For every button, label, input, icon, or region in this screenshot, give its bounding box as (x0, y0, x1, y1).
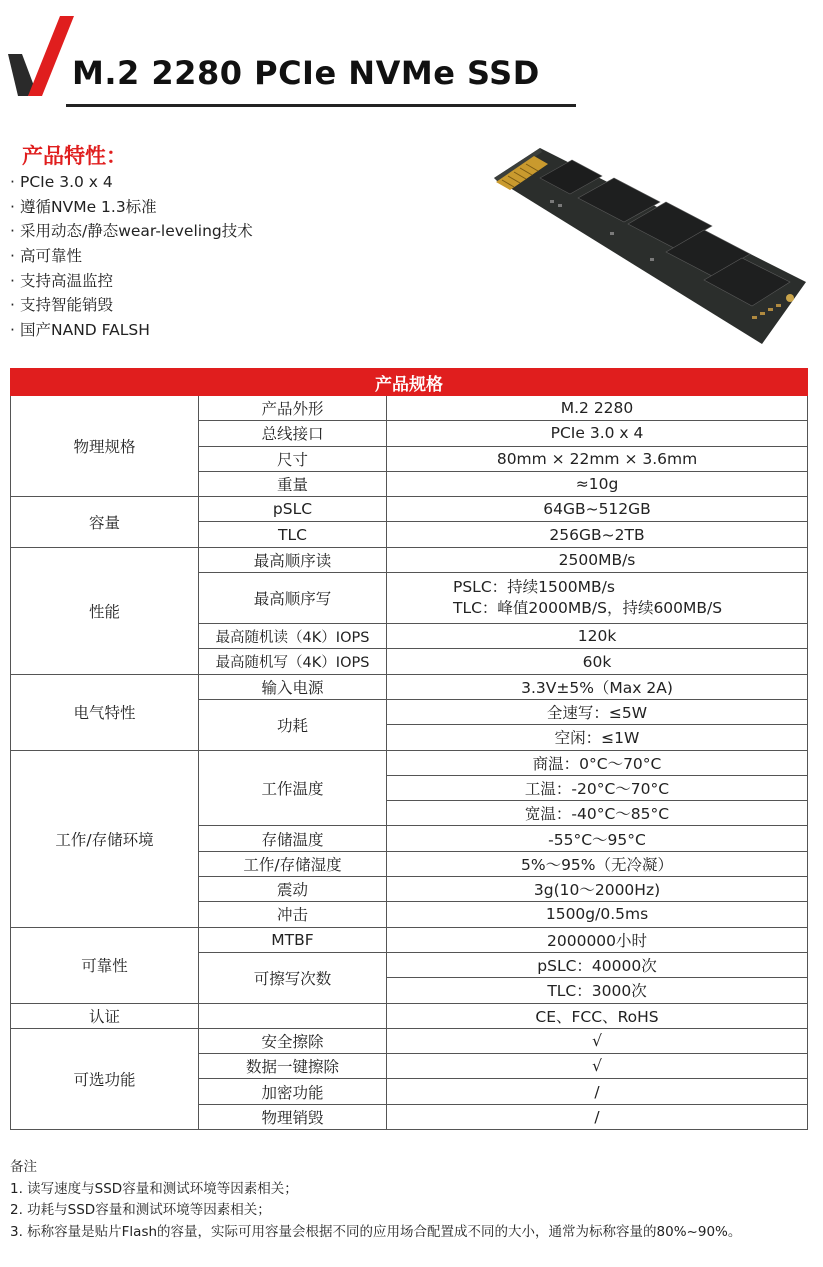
list-item: · 支持高温监控 (10, 269, 253, 294)
value-cell: 商温：0°C～70°C (387, 750, 808, 775)
bullet-icon: · (10, 197, 15, 216)
seq-write-pslc: PSLC：持续1500MB/s (453, 578, 615, 597)
value-cell: √ (387, 1028, 808, 1053)
list-item: · 国产NAND FALSH (10, 318, 253, 343)
value-cell: 5%～95%（无冷凝） (387, 851, 808, 876)
attribute-cell: 加密功能 (199, 1079, 387, 1104)
value-cell: TLC：3000次 (387, 978, 808, 1003)
spec-table-title: 产品规格 (11, 369, 808, 396)
list-item: · 支持智能销毁 (10, 293, 253, 318)
value-cell: 宽温：-40°C～85°C (387, 801, 808, 826)
attribute-cell: 数据一键擦除 (199, 1054, 387, 1079)
features-heading: 产品特性： (22, 144, 127, 168)
bullet-icon: · (10, 247, 15, 266)
notes-section (10, 1157, 815, 1243)
attribute-cell: 安全擦除 (199, 1028, 387, 1053)
value-cell: / (387, 1104, 808, 1129)
page-title: M.2 2280 PCIe NVMe SSD (72, 54, 540, 92)
attribute-cell: 工作/存储湿度 (199, 851, 387, 876)
attribute-cell: MTBF (199, 927, 387, 952)
attribute-cell: 可擦写次数 (199, 952, 387, 1003)
attribute-cell: 工作温度 (199, 750, 387, 826)
notes-heading: 备注 (10, 1159, 37, 1175)
bullet-icon: · (10, 173, 15, 191)
attribute-cell: 重量 (199, 471, 387, 496)
page-header (8, 14, 570, 96)
bullet-icon: · (10, 271, 15, 290)
bullet-icon: · (10, 321, 15, 340)
features-list (10, 170, 253, 343)
list-item: · 采用动态/静态wear-leveling技术 (10, 219, 253, 244)
value-cell: CE、FCC、RoHS (387, 1003, 808, 1028)
table-row (11, 1003, 808, 1028)
value-cell: 60k (387, 649, 808, 674)
table-row (11, 927, 808, 952)
value-cell: 3.3V±5%（Max 2A) (387, 674, 808, 699)
value-cell: 120k (387, 624, 808, 649)
note-item: 1. 读写速度与SSD容量和测试环境等因素相关； (10, 1180, 298, 1197)
seq-write-tlc: TLC：峰值2000MB/S，持续600MB/S (453, 599, 723, 618)
attribute-cell (199, 1003, 387, 1028)
v-check-logo (8, 14, 78, 96)
value-cell: ≈10g (387, 471, 808, 496)
category-cell: 可靠性 (11, 927, 199, 1003)
table-row (11, 674, 808, 699)
attribute-cell: 物理销毁 (199, 1104, 387, 1129)
category-cell: 认证 (11, 1003, 199, 1028)
note-item: 2. 功耗与SSD容量和测试环境等因素相关； (10, 1202, 271, 1218)
bullet-icon: · (10, 296, 15, 315)
value-cell (387, 573, 808, 624)
table-row (11, 396, 808, 421)
list-item: · 高可靠性 (10, 244, 253, 269)
list-item: · 遵循NVMe 1.3标准 (10, 195, 253, 220)
value-cell: 2500MB/s (387, 547, 808, 572)
note-item: 3. 标称容量是贴片Flash的容量，实际可用容量会根据不同的应用场合配置成不同的大小，通常为标称容量的80%~90%。 (10, 1223, 742, 1240)
value-cell: 80mm × 22mm × 3.6mm (387, 446, 808, 471)
table-row (11, 547, 808, 572)
value-cell: 2000000小时 (387, 927, 808, 952)
attribute-cell: 总线接口 (199, 421, 387, 446)
value-cell: -55°C～95°C (387, 826, 808, 851)
table-row (11, 497, 808, 522)
category-cell: 性能 (11, 547, 199, 674)
value-cell: 64GB~512GB (387, 497, 808, 522)
spec-table (10, 368, 808, 1130)
attribute-cell: 震动 (199, 877, 387, 902)
category-cell: 工作/存储环境 (11, 750, 199, 927)
category-cell: 电气特性 (11, 674, 199, 750)
attribute-cell: 冲击 (199, 902, 387, 927)
value-cell: √ (387, 1054, 808, 1079)
attribute-cell: 最高顺序读 (199, 547, 387, 572)
attribute-cell: 产品外形 (199, 396, 387, 421)
m2-ssd-board-image (490, 140, 810, 350)
value-cell: 工温：-20°C～70°C (387, 775, 808, 800)
attribute-cell: TLC (199, 522, 387, 547)
attribute-cell: 最高随机读（4K）IOPS (199, 624, 387, 649)
value-cell: 全速写：≤5W (387, 699, 808, 724)
value-cell: pSLC：40000次 (387, 952, 808, 977)
value-cell: PCIe 3.0 x 4 (387, 421, 808, 446)
value-cell: M.2 2280 (387, 396, 808, 421)
value-cell: 256GB~2TB (387, 522, 808, 547)
table-row (11, 750, 808, 775)
attribute-cell: 输入电源 (199, 674, 387, 699)
bullet-icon: · (10, 222, 15, 241)
value-cell: / (387, 1079, 808, 1104)
category-cell: 容量 (11, 497, 199, 548)
category-cell: 可选功能 (11, 1028, 199, 1129)
table-row (11, 1028, 808, 1053)
value-cell: 空闲：≤1W (387, 725, 808, 750)
attribute-cell: 最高顺序写 (199, 573, 387, 624)
value-cell: 3g(10～2000Hz) (387, 877, 808, 902)
value-cell: 1500g/0.5ms (387, 902, 808, 927)
attribute-cell: 存储温度 (199, 826, 387, 851)
attribute-cell: 最高随机写（4K）IOPS (199, 649, 387, 674)
category-cell: 物理规格 (11, 396, 199, 497)
attribute-cell: 尺寸 (199, 446, 387, 471)
attribute-cell: pSLC (199, 497, 387, 522)
list-item: · PCIe 3.0 x 4 (10, 170, 253, 195)
title-underline (66, 104, 576, 107)
attribute-cell: 功耗 (199, 699, 387, 750)
